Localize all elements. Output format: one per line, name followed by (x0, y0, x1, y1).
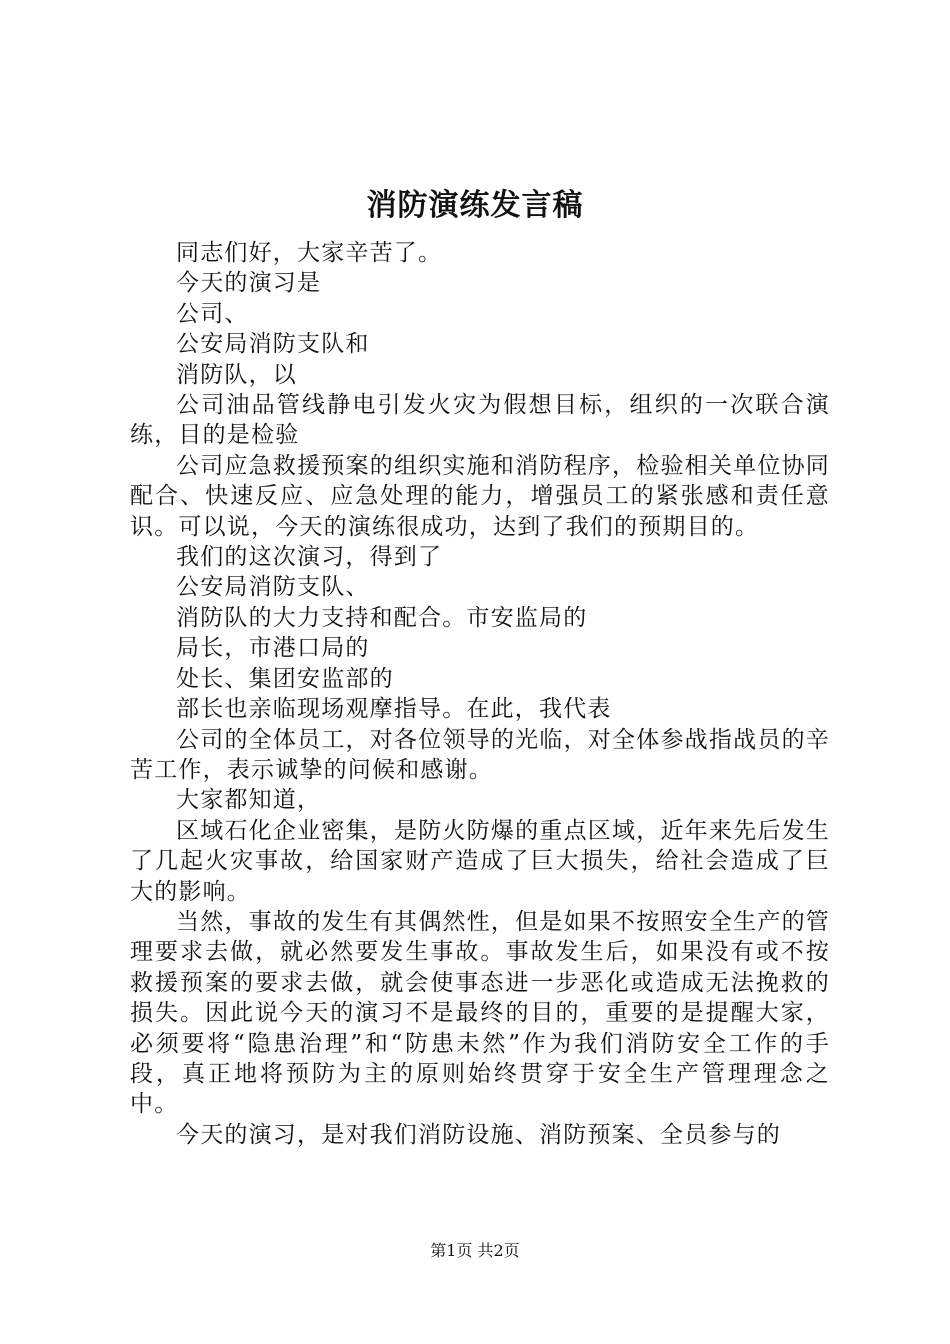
page-footer: 第1页 共2页 (430, 1241, 520, 1260)
paragraph: 局长，市港口局的 (176, 635, 370, 662)
paragraph: 处长、集团安监部的 (176, 665, 394, 692)
paragraph: 今天的演习是 (176, 270, 322, 297)
paragraph: 同志们好，大家辛苦了。 (176, 240, 443, 266)
paragraph: 消防队，以 (176, 361, 297, 388)
paragraph: 公司、 (176, 300, 249, 327)
paragraph: 大家都知道， (176, 787, 322, 814)
paragraph: 消防队的大力支持和配合。市安监局的 (176, 604, 588, 631)
document-title: 消防演练发言稿 (366, 188, 584, 223)
paragraph: 公安局消防支队和 (176, 331, 370, 358)
paragraph: 当然，事故的发生有其偶然性，但是如果不按照安全生产的管理要求去做，就必然要发生事故。事故发生后，如果没有或不按救援预案的要求去做，就会使事态进一步恶化或造成无法挽救的损失。因此说今天的演习不是最终的目的，重要的是提醒大家，必须要将“隐患治理”和“防患未然”作为我们消防安全工作的手段，真正地将预防为主的原则始终贯穿于安全生产管理理念之中。 (130, 908, 830, 1118)
paragraph: 公司的全体员工，对各位领导的光临，对全体参战指战员的辛苦工作，表示诚挚的问候和感谢。 (130, 726, 830, 783)
paragraph: 我们的这次演习，得到了 (176, 544, 443, 571)
paragraph: 今天的演习，是对我们消防设施、消防预案、全员参与的 (176, 1121, 781, 1148)
paragraph: 区域石化企业密集，是防火防爆的重点区域，近年来先后发生了几起火灾事故，给国家财产造成了巨大损失，给社会造成了巨大的影响。 (130, 817, 830, 905)
paragraph: 公安局消防支队、 (176, 574, 370, 601)
paragraph: 部长也亲临现场观摩指导。在此，我代表 (176, 696, 612, 723)
document-body (130, 238, 830, 1150)
paragraph: 公司应急救援预案的组织实施和消防程序，检验相关单位协同配合、快速反应、应急处理的能力，增强员工的紧张感和责任意识。可以说，今天的演练很成功，达到了我们的预期目的。 (130, 452, 830, 540)
paragraph: 公司油品管线静电引发火灾为假想目标，组织的一次联合演练，目的是检验 (130, 392, 830, 449)
